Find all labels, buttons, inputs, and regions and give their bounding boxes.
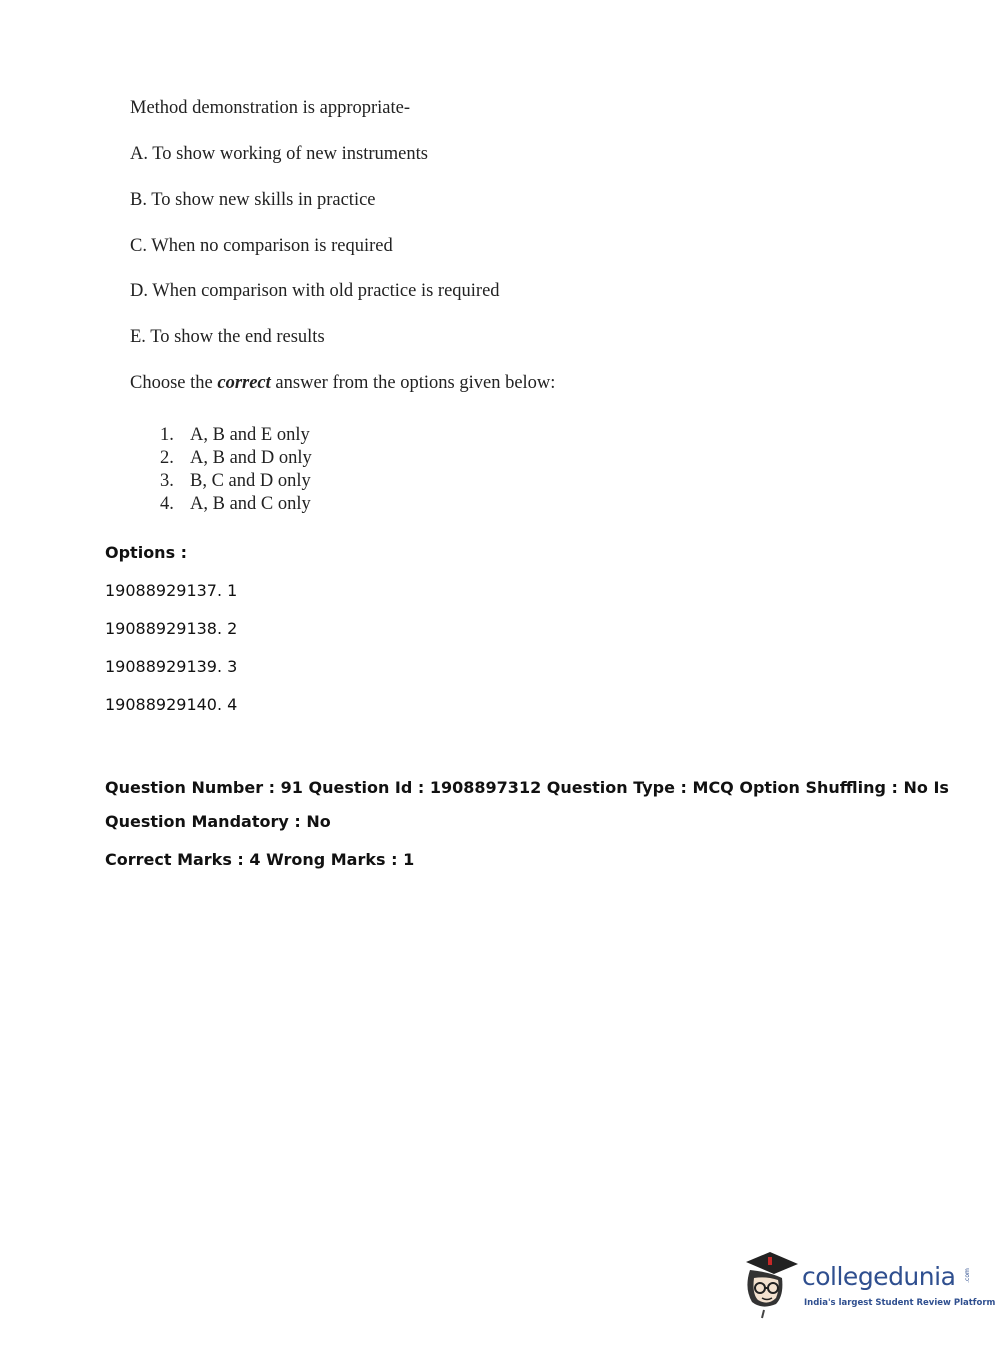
instruction-suffix: answer from the options given below: [270,373,556,393]
mascot-icon [740,1248,800,1320]
statement-d: D. When comparison with old practice is required [130,281,500,301]
statement-b: B. To show new skills in practice [130,190,376,210]
choice-text: A, B and D only [190,448,312,468]
choice-text: A, B and C only [190,494,311,514]
instruction-emphasis: correct [217,373,271,393]
answer-choice [160,424,312,447]
logo-suffix: .com [963,1268,971,1283]
option-item-2: 19088929138. 2 [105,619,238,638]
question-stem: Method demonstration is appropriate- [130,98,411,118]
statement-a: A. To show working of new instruments [130,144,428,164]
answer-instruction [130,373,555,394]
choice-number: 4. [160,494,174,514]
answer-choice [160,447,312,470]
logo-wordmark: collegedunia [802,1262,956,1291]
choice-number: 3. [160,471,174,491]
option-item-4: 19088929140. 4 [105,695,238,714]
collegedunia-logo [740,1248,996,1320]
option-item-3: 19088929139. 3 [105,657,238,676]
choice-text: B, C and D only [190,471,311,491]
choice-number: 1. [160,425,174,445]
answer-choice [160,470,312,493]
question-meta-line-3: Correct Marks : 4 Wrong Marks : 1 [105,850,415,869]
question-meta-line-2: Question Mandatory : No [105,812,331,831]
question-meta-line-1: Question Number : 91 Question Id : 1908897312 Question Type : MCQ Option Shuffling : No Is [105,778,949,797]
answer-choices [160,424,312,516]
option-item-1: 19088929137. 1 [105,581,238,600]
choice-number: 2. [160,448,174,468]
choice-text: A, B and E only [190,425,310,445]
statement-c: C. When no comparison is required [130,236,393,256]
answer-choice [160,493,312,516]
statement-e: E. To show the end results [130,327,325,347]
logo-tagline: India's largest Student Review Platform [804,1298,996,1308]
instruction-prefix: Choose the [130,373,218,393]
options-heading: Options : [105,543,188,562]
